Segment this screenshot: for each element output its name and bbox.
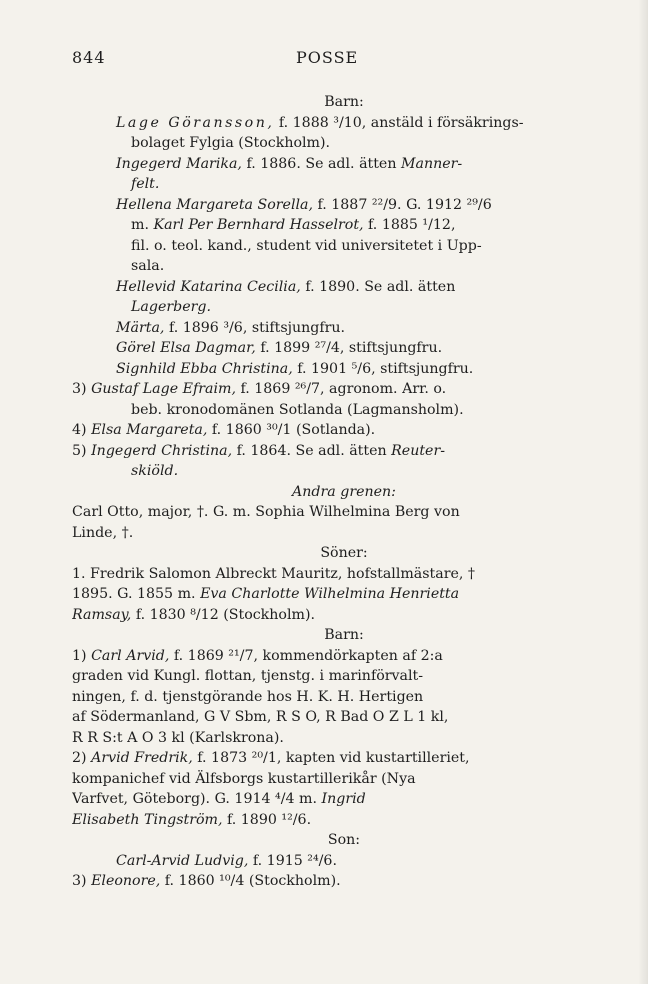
text-segment: Söner: <box>320 545 368 561</box>
text-line <box>72 502 592 523</box>
text-segment: sala. <box>131 258 165 274</box>
text-segment: Linde, †. <box>72 524 134 541</box>
text-segment: f. 1869 ²⁶/7, agronom. Arr. o. <box>235 381 447 397</box>
text-line <box>72 195 592 216</box>
text-segment: f. 1890. Se adl. ätten <box>300 278 456 295</box>
text-segment: Barn: <box>324 94 364 110</box>
text-segment: f. 1890 ¹²/6. <box>222 811 312 828</box>
text-segment: skiöld. <box>131 463 179 479</box>
text-segment: 5) <box>72 442 92 459</box>
text-line <box>72 769 592 790</box>
text-segment: f. 1864. Se adl. ätten <box>232 442 392 459</box>
text-line <box>72 338 592 359</box>
running-title: POSSE <box>296 48 359 67</box>
text-segment: Lage Göransson, <box>116 114 275 131</box>
text-segment: Signhild Ebba Christina, <box>116 360 293 377</box>
text-line <box>72 461 592 482</box>
text-segment: 4) <box>72 422 92 438</box>
text-segment: Eva Charlotte Wilhelmina Henrietta <box>200 586 460 602</box>
text-line <box>72 564 592 585</box>
text-segment: Carl Arvid, <box>91 647 170 664</box>
text-segment: f. 1899 ²⁷/4, stiftsjungfru. <box>255 340 443 356</box>
text-segment: f. 1873 ²⁰/1, kapten vid kustartilleriet, <box>192 750 470 766</box>
text-segment: Märta, <box>116 319 165 336</box>
text-line <box>72 584 592 605</box>
text-line <box>72 277 592 298</box>
text-line <box>72 625 592 646</box>
text-line <box>72 359 592 380</box>
text-segment: Lagerberg. <box>131 299 211 315</box>
text-segment: 1895. G. 1855 m. <box>72 586 201 602</box>
page-edge-shadow <box>638 0 648 984</box>
text-line <box>72 543 592 564</box>
text-segment: f. 1901 ⁵/6, stiftsjungfru. <box>292 360 474 377</box>
text-segment: Ingegerd Marika, <box>116 155 242 172</box>
text-segment: Elisabeth Tingström, <box>72 811 223 828</box>
text-segment: Ingrid <box>321 791 366 807</box>
text-line <box>72 92 592 113</box>
text-segment: f. 1888 ³/10, anstäld i försäkrings- <box>274 114 524 131</box>
text-segment: Arvid Fredrik, <box>91 750 193 766</box>
text-segment: f. 1915 ²⁴/6. <box>248 852 337 869</box>
text-segment: Reuter- <box>391 442 446 459</box>
text-segment: Manner- <box>400 155 463 172</box>
text-segment: bolaget Fylgia (Stockholm). <box>131 135 331 151</box>
text-segment: kompanichef vid Älfsborgs kustartillerikår (Nya <box>72 770 416 787</box>
text-segment: beb. kronodomänen Sotlanda (Lagmansholm). <box>131 401 464 418</box>
text-line <box>72 154 592 175</box>
text-segment: Varfvet, Göteborg). G. 1914 ⁴/4 m. <box>72 791 322 807</box>
text-segment: ningen, f. d. tjenstgörande hos H. K. H. Hertigen <box>72 688 424 705</box>
text-segment: Carl Otto, major, †. G. m. Sophia Wilhelmina Berg von <box>72 504 460 520</box>
text-segment: f. 1860 ³⁰/1 (Sotlanda). <box>207 422 376 438</box>
text-line <box>72 482 592 503</box>
text-line <box>72 297 592 318</box>
text-line <box>72 441 592 462</box>
text-segment: f. 1887 ²²/9. G. 1912 ²⁹/6 <box>312 196 492 213</box>
text-segment: f. 1886. Se adl. ätten <box>241 155 401 172</box>
text-line <box>72 707 592 728</box>
text-segment: Son: <box>327 832 361 848</box>
text-segment: 3) <box>72 381 92 397</box>
text-segment: fil. o. teol. kand., student vid universitetet i Upp- <box>131 237 482 254</box>
text-segment: f. 1896 ³/6, stiftsjungfru. <box>164 319 346 336</box>
text-segment: f. 1869 ²¹/7, kommendörkapten af 2:a <box>169 647 443 664</box>
text-line <box>72 379 592 400</box>
text-line <box>72 646 592 667</box>
text-segment: Görel Elsa Dagmar, <box>116 340 256 356</box>
text-segment: Eleonore, <box>91 873 161 889</box>
page-number: 844 <box>72 48 106 67</box>
text-line <box>72 113 592 134</box>
text-segment: Ramsay, <box>72 606 132 623</box>
text-segment: Karl Per Bernhard Hasselrot, <box>153 217 364 233</box>
text-segment: 2) <box>72 750 92 766</box>
text-line <box>72 830 592 851</box>
text-line <box>72 728 592 749</box>
text-line <box>72 871 592 892</box>
text-segment: 1) <box>72 647 92 664</box>
text-segment: Carl-Arvid Ludvig, <box>116 852 249 869</box>
text-segment: felt. <box>131 176 160 192</box>
text-line <box>72 666 592 687</box>
text-segment: Ingegerd Christina, <box>91 442 233 459</box>
text-line <box>72 174 592 195</box>
text-segment: Barn: <box>324 627 364 643</box>
text-segment: m. <box>131 217 154 233</box>
text-line <box>72 687 592 708</box>
text-segment: 3) <box>72 873 92 889</box>
text-line <box>72 523 592 544</box>
text-line <box>72 851 592 872</box>
text-segment: Hellevid Katarina Cecilia, <box>116 278 301 295</box>
text-segment: R R S:t A O 3 kl (Karlskrona). <box>72 729 284 746</box>
text-segment: f. 1860 ¹⁰/4 (Stockholm). <box>160 873 341 889</box>
text-line <box>72 400 592 421</box>
text-segment: graden vid Kungl. flottan, tjenstg. i marinförvalt- <box>72 668 424 684</box>
text-line <box>72 215 592 236</box>
text-line <box>72 256 592 277</box>
text-line <box>72 810 592 831</box>
text-segment: Andra grenen: <box>292 483 396 500</box>
text-segment: af Södermanland, G V Sbm, R S O, R Bad O Z L 1 kl, <box>72 709 449 725</box>
text-line <box>72 605 592 626</box>
text-segment: Gustaf Lage Efraim, <box>91 381 236 397</box>
text-segment: f. 1885 ¹/12, <box>363 217 456 233</box>
text-segment: Hellena Margareta Sorella, <box>116 196 313 213</box>
text-segment: f. 1830 ⁸/12 (Stockholm). <box>131 606 315 623</box>
text-line <box>72 236 592 257</box>
text-line <box>72 133 592 154</box>
text-line <box>72 420 592 441</box>
text-line <box>72 318 592 339</box>
text-line <box>72 789 592 810</box>
text-line <box>72 748 592 769</box>
genealogy-text <box>72 92 592 892</box>
text-segment: Elsa Margareta, <box>91 422 208 438</box>
text-segment: 1. Fredrik Salomon Albreckt Mauritz, hofstallmästare, † <box>72 565 475 582</box>
